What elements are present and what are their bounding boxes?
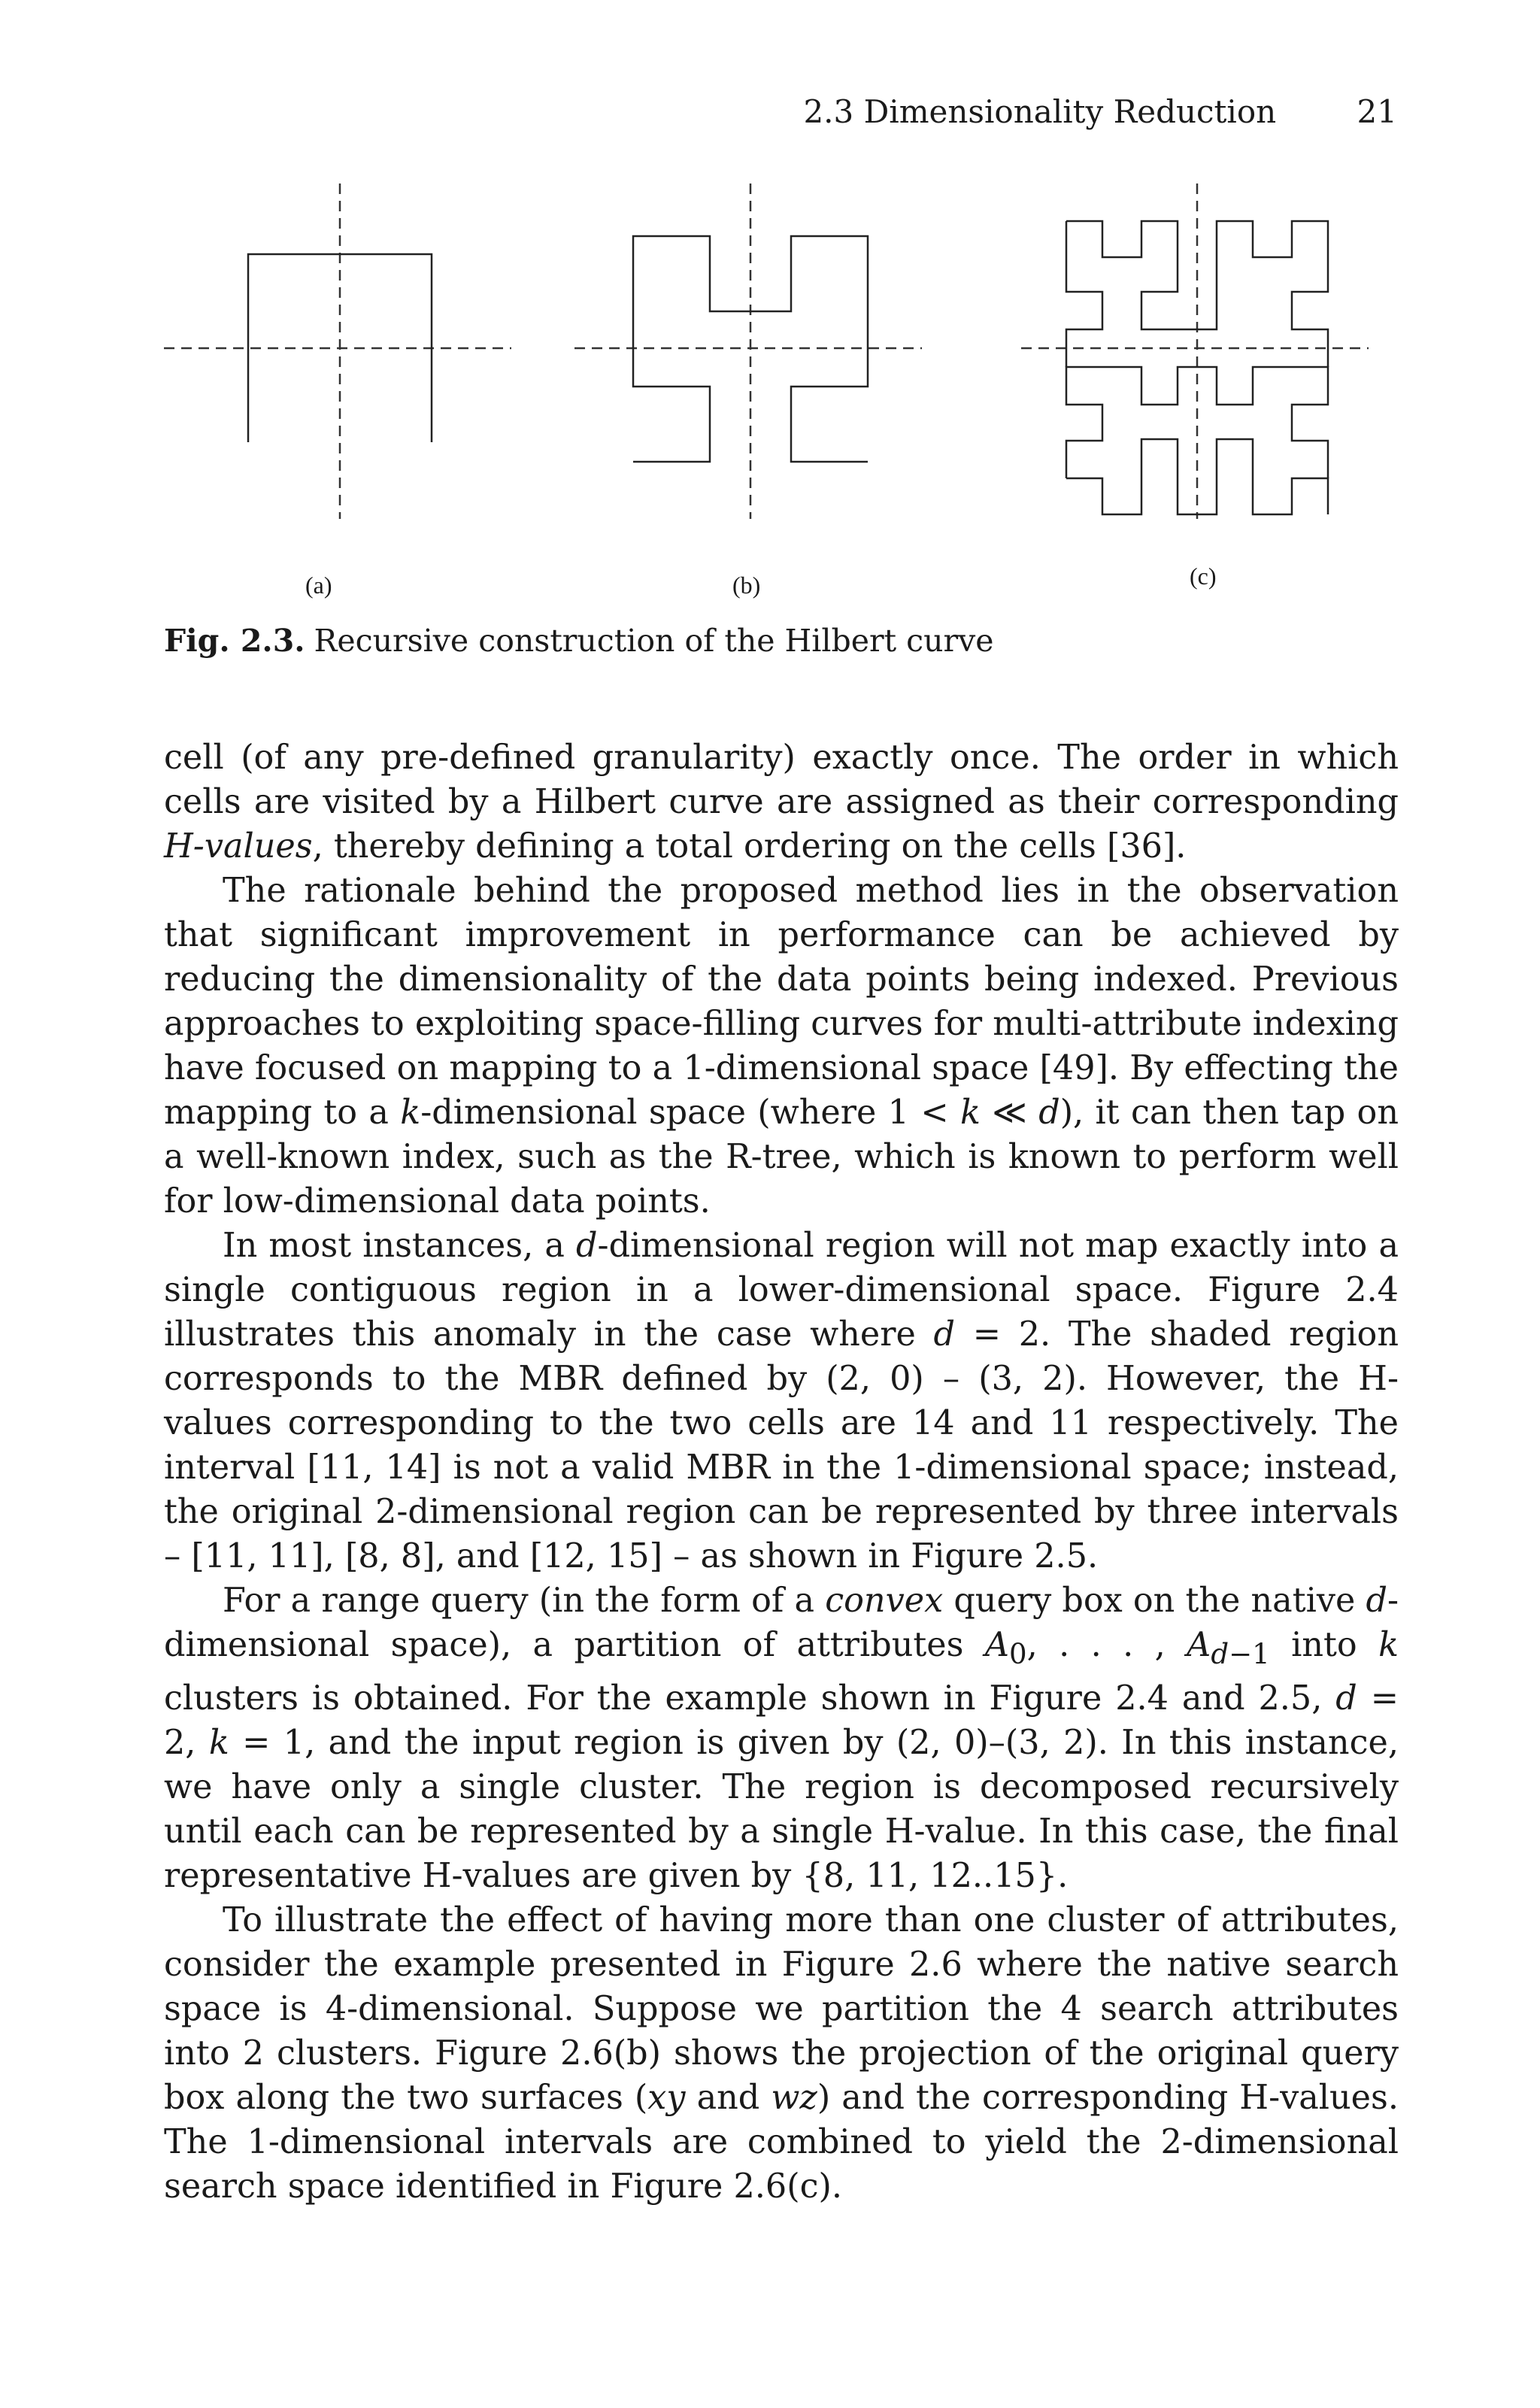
caption-label: Fig. 2.3.: [164, 623, 305, 659]
page-number: 21: [1357, 93, 1397, 130]
hilbert-figure: [0, 0, 1540, 632]
body-text: [164, 735, 1399, 2209]
figure-caption: [164, 623, 994, 659]
hilbert-curve-order-3: [1066, 221, 1102, 367]
section-title: 2.3 Dimensionality Reduction: [803, 93, 1277, 130]
paragraph: For a range query (in the form of a convex query box on the native d-dimensional space), a partition of attributes $A_0$, . . . , $A_{d-1}$ into k clusters is obtained. For the example shown in Figure 2.4 and 2.5, d = 2, k = 1, and the input region is given by (2, 0)–(3, 2). In this instance, we have only a single cluster. The region is decomposed recursively until each can be represented by a single H-value. In this case, the final representative H-values are given by {8, 11, 12..15}.: [164, 1582, 1399, 1895]
hilbert-figure-drawing: [0, 0, 1540, 632]
subfigure-label-a: (a): [305, 572, 332, 599]
paragraph: In most instances, a d-dimensional region will not map exactly into a single contiguous region in a lower-dimensional space. Figure 2.4 illustrates this anomaly in the case where d = 2. The shaded region corresponds to the MBR defined by (2, 0) – (3, 2). However, the H-values corresponding to the two cells are 14 and 11 respectively. The interval [11, 14] is not a valid MBR in the 1-dimensional space; instead, the original 2-dimensional region can be represented by three intervals – [11, 11], [8, 8], and [12, 15] – as shown in Figure 2.5.: [164, 1227, 1399, 1576]
paragraph: cell (of any pre-defined granularity) exactly once. The order in which cells are visited by a Hilbert curve are assigned as their corresponding H-values, thereby defining a total ordering on the cells [36].: [164, 738, 1399, 866]
paragraph: The rationale behind the proposed method lies in the observation that significant improvement in performance can be achieved by reducing the dimensionality of the data points being indexed. Previous approaches to exploiting space-filling curves for multi-attribute indexing have focused on mapping to a 1-dimensional space [49]. By effecting the mapping to a k-dimensional space (where 1 < k ≪ d), it can then tap on a well-known index, such as the R-tree, which is known to perform well for low-dimensional data points.: [164, 872, 1399, 1221]
paragraph: To illustrate the effect of having more than one cluster of attributes, consider the example presented in Figure 2.6 where the native search space is 4-dimensional. Suppose we partition the 4 search attributes into 2 clusters. Figure 2.6(b) shows the projection of the original query box along the two surfaces (xy and wz) and the corresponding H-values. The 1-dimensional intervals are combined to yield the 2-dimensional search space identified in Figure 2.6(c).: [164, 1900, 1399, 2206]
caption-text: Recursive construction of the Hilbert curve: [314, 623, 994, 659]
subfigure-label-b: (b): [732, 572, 761, 599]
subfigure-label-c: (c): [1190, 563, 1217, 590]
